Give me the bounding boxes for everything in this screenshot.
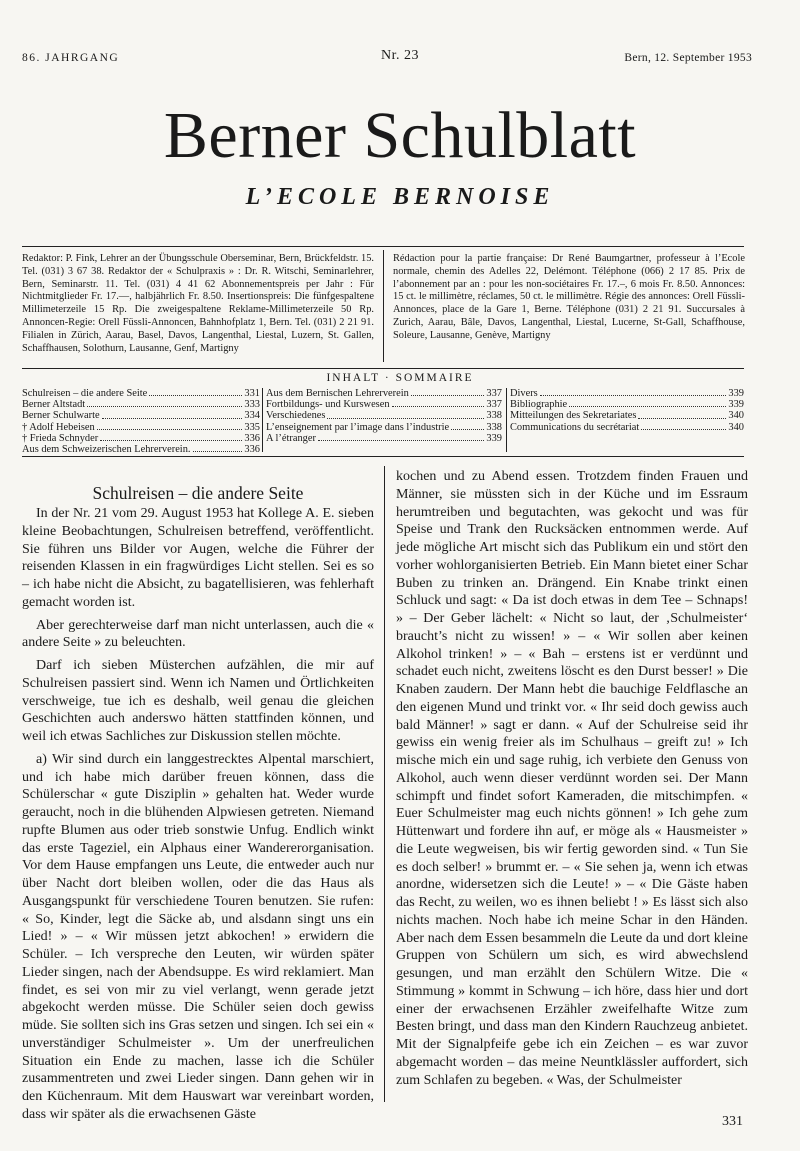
header-date: Bern, 12. September 1953 <box>624 52 752 64</box>
rule-toc-bottom <box>22 456 744 457</box>
rule-top <box>22 246 744 247</box>
header-issue: Nr. 23 <box>381 48 419 63</box>
toc-entry[interactable]: Fortbildungs- und Kurswesen 337 <box>266 399 502 411</box>
column-divider <box>384 466 385 1102</box>
masthead-subtitle: L’ECOLE BERNOISE <box>245 184 555 210</box>
toc-entry[interactable]: † Frieda Schnyder 336 <box>22 432 260 444</box>
paragraph: Darf ich sieben Müsterchen aufzählen, die mir auf Schulreisen passiert sind. Wenn ich Namen und Örtlichkeiten verschweige, tue ich es deshalb, weil genau die gleichen Geschichten auch anderswo hätten stattfinden können, und weil ich etwas Sachliches zur Diskussion stellen möchte. <box>22 658 374 744</box>
article-column-2 <box>396 468 748 1094</box>
rule-toc-top <box>22 368 744 369</box>
page-number: 331 <box>722 1114 743 1129</box>
toc-divider <box>262 388 263 452</box>
imprint-german: Redaktor: P. Fink, Lehrer an der Übungsschule Oberseminar, Bern, Brückfeldstr. 15. Tel. (031) 3 67 38. Redaktor der « Schulpraxis » : Dr. R. Witschi, Seminarlehrer, Bern, Seminarstr. 11. Tel. (031) 4 41 62 Abonnementspreis per Jahr : Für Nichtmitglieder Fr. 17.—, halbjährlich Fr. 8.50. Insertionspreis: Die fünfgespaltene Millimeterzeile 15 Rp. Die zweigespaltene Reklame-Millimeterzeile 50 Rp. Annoncen-Regie: Orell Füssli-Annoncen, Bahnhofplatz 1, Bern. Tel. (031) 2 21 91. Filialen in Zürich, Aarau, Basel, Davos, Langenthal, Liestal, Luzern, St. Gallen, Schaffhausen, Solothurn, Lausanne, Genf, Martigny <box>22 253 374 354</box>
toc-entry[interactable]: Divers 339 <box>510 388 744 399</box>
toc-entry[interactable]: Berner Schulwarte 334 <box>22 410 260 422</box>
imprint-french: Rédaction pour la partie française: Dr René Baumgartner, professeur à l’Ecole normale, chemin des Adelles 22, Delémont. Téléphone (066) 2 17 85. Prix de l’abonnement par an : pour les non-sociétaires Fr. 17.–, 6 mois Fr. 8.50. Annonces: 15 ct. le millimètre, réclames, 50 ct. le millimètre. Régie des annonces: Orell Füssli-Annonces, place de la Gare 1, Berne. Téléphone (031) 2 21 91. Succursales à Zurich, Aarau, Bâle, Davos, Langenthal, Liestal, Lucerne, St-Gall, Schaffhouse, Soleure, Lausanne, Genève, Martigny <box>393 253 745 341</box>
toc-entry[interactable]: Berner Altstadt 333 <box>22 399 260 411</box>
toc-entry[interactable]: Mitteilungen des Sekretariates 340 <box>510 410 744 422</box>
toc-column-3 <box>510 388 744 433</box>
imprint-divider <box>383 250 384 362</box>
toc-column-1 <box>22 388 260 455</box>
toc-entry[interactable]: A l’étranger 339 <box>266 432 502 444</box>
toc-entry[interactable]: L’enseignement par l’image dans l’industrie 338 <box>266 421 502 433</box>
paragraph: In der Nr. 21 vom 29. August 1953 hat Kollege A. E. sieben kleine Beobachtungen, Schulreisen betreffend, veröffentlicht. Sie führen uns Bilder vor Augen, welche die Führer der reisenden Klassen in ein fragwürdiges Licht stellen. Sei es so – ich habe nicht die Absicht, zu bagatellisieren, was fehlerhaft gemacht worden ist. <box>22 506 374 610</box>
masthead-title: Berner Schulblatt <box>163 99 637 172</box>
article-title: Schulreisen – die andere Seite <box>92 483 304 503</box>
toc-entry[interactable]: Bibliographie 339 <box>510 399 744 411</box>
toc-entry[interactable]: Verschiedenes 338 <box>266 410 502 422</box>
header-volume: 86. JAHRGANG <box>22 52 120 64</box>
toc-divider <box>506 388 507 452</box>
toc-entry[interactable]: † Adolf Hebeisen 335 <box>22 421 260 433</box>
toc-entry[interactable]: Aus dem Bernischen Lehrerverein 337 <box>266 388 502 399</box>
toc-column-2 <box>266 388 502 444</box>
toc-title: INHALT · SOMMAIRE <box>326 372 474 384</box>
toc-entry[interactable]: Schulreisen – die andere Seite 331 <box>22 388 260 399</box>
paragraph: Aber gerechterweise darf man nicht unterlassen, auch die « andere Seite » zu beleuchten. <box>22 617 374 651</box>
paragraph: a) Wir sind durch ein langgestrecktes Alpental marschiert, und ich habe mich darüber freuen können, dass die Schülerschar « gute Disziplin » gehalten hat. Weder wurde geraucht, noch in die blühenden Alpwiesen getreten. Niemand rupfte Blumen aus oder trieb sonstwie Unfug. Endlich winkt das erste Tageziel, ein Alphaus einer Wandererorganisation. Vor dem Hause empfangen uns Leute, die entweder auch nur über Nacht dort bleiben wollen, oder die das Haus als Ausgangspunkt für verschiedene Touren benutzen. Sie rufen: « So, Kinder, legt die Säcke ab, und alsdann singt uns ein Lied! » – « Wir müssen jetzt abkochen! » erwidern die Schüler. – Ich verspreche den Leuten, wir würden später Lieder singen, nach der Abendsuppe. Es wird reklamiert. Man findet, es sei von mir zu viel verlangt, wenn gerade jetzt abgekocht werden müsse. Die Schüler seien doch gewiss müde. Sie sollten sich ins Gras setzen und singen. Ich sei ein « unverständiger Schulmeister ». Um der unerfreulichen Situation ein Ende zu machen, lasse ich die Schüler zusammentreten und zwei Lieder singen. Dann gehen wir in den Küchenraum. Mit dem Hauswart war vereinbart worden, dass wir später als die erwachsenen Gäste <box>22 751 374 1122</box>
toc-entry[interactable]: Communications du secrétariat 340 <box>510 421 744 433</box>
toc-entry[interactable]: Aus dem Schweizerischen Lehrerverein. 336 <box>22 444 260 456</box>
paragraph: kochen und zu Abend essen. Trotzdem finden Frauen und Männer, sie müssten sich in der Küche und im Essraum herumtreiben und begutachten, was gekocht und was für Speise und Trank den Rucksäcken entnommen werde. Auf jede mögliche Art mischt sich das Publikum ein und stört den vorher wohlorganisierten Betrieb. Ein Mann bietet einer Schar Buben zu trinken an. Drängend. Ein Knabe trinkt einen Schluck und sagt: « Da ist doch etwas in dem Tee – Schnaps! » – Der Geber lächelt: « Nicht so laut, der ‚Schulmeister‘ braucht’s nicht zu wissen! » – « Wir sollen aber keinen Alkohol trinken! » – « Bah – erstens ist er verdünnt und schadet euch nicht, zweitens löscht es den Durst besser! » Die Knaben zaudern. Der Mann hebt die bauchige Feldflasche an den eigenen Mund und trinkt vor. « Ihr seid doch gewiss auch bald Männer! » sagt er dann. « Auf der Schulreise seid ihr gewiss ein wenig freier als im Schulhaus – greift zu! » Ich mische mich ein und sage ruhig, ich verbiete den Genuss von Alkohol, auch wenn dieser verdünnt worden sei. Der Mann schimpft und findet sofort Kameraden, die mitschimpfen. « Euer Schulmeister mag euch nichts gönnen! » Ich gehe zum Hüttenwart und fordere ihn auf, er möge als « Hausmeister » die Leute wegweisen, bis wir fertig geworden sind. « Tun Sie es doch selber! » brummt er. – « Sie sehen ja, wenn ich etwas anordne, widersetzen sich die Leute! » – « Die Gäste haben das Recht, zu weilen, wo es ihnen beliebt ! » Es lässt sich also nichts machen. Noch habe ich meine Schar in den Händen. Aber nach dem Essen besammeln die Leute da und dort kleine Gruppen von Schülern um sich, es wird abwechslend gesungen, und man erzählt den Schülern Witze. Die « Stimmung » kommt in Schwung – ich höre, dass hier und dort einer der erwachsenen Erzähler zweifelhafte Witze zum Besten bringt, und dass man den Kindern Rauchzeug anbietet. Mit der Signalpfeife gebe ich ein Zeichen – es war zuvor abgemacht worden – das meine Neuntklässler auffordert, sich zum Schlafen zu begeben. « Was, der Schulmeister <box>396 469 748 1088</box>
article-column-1 <box>22 505 374 1129</box>
